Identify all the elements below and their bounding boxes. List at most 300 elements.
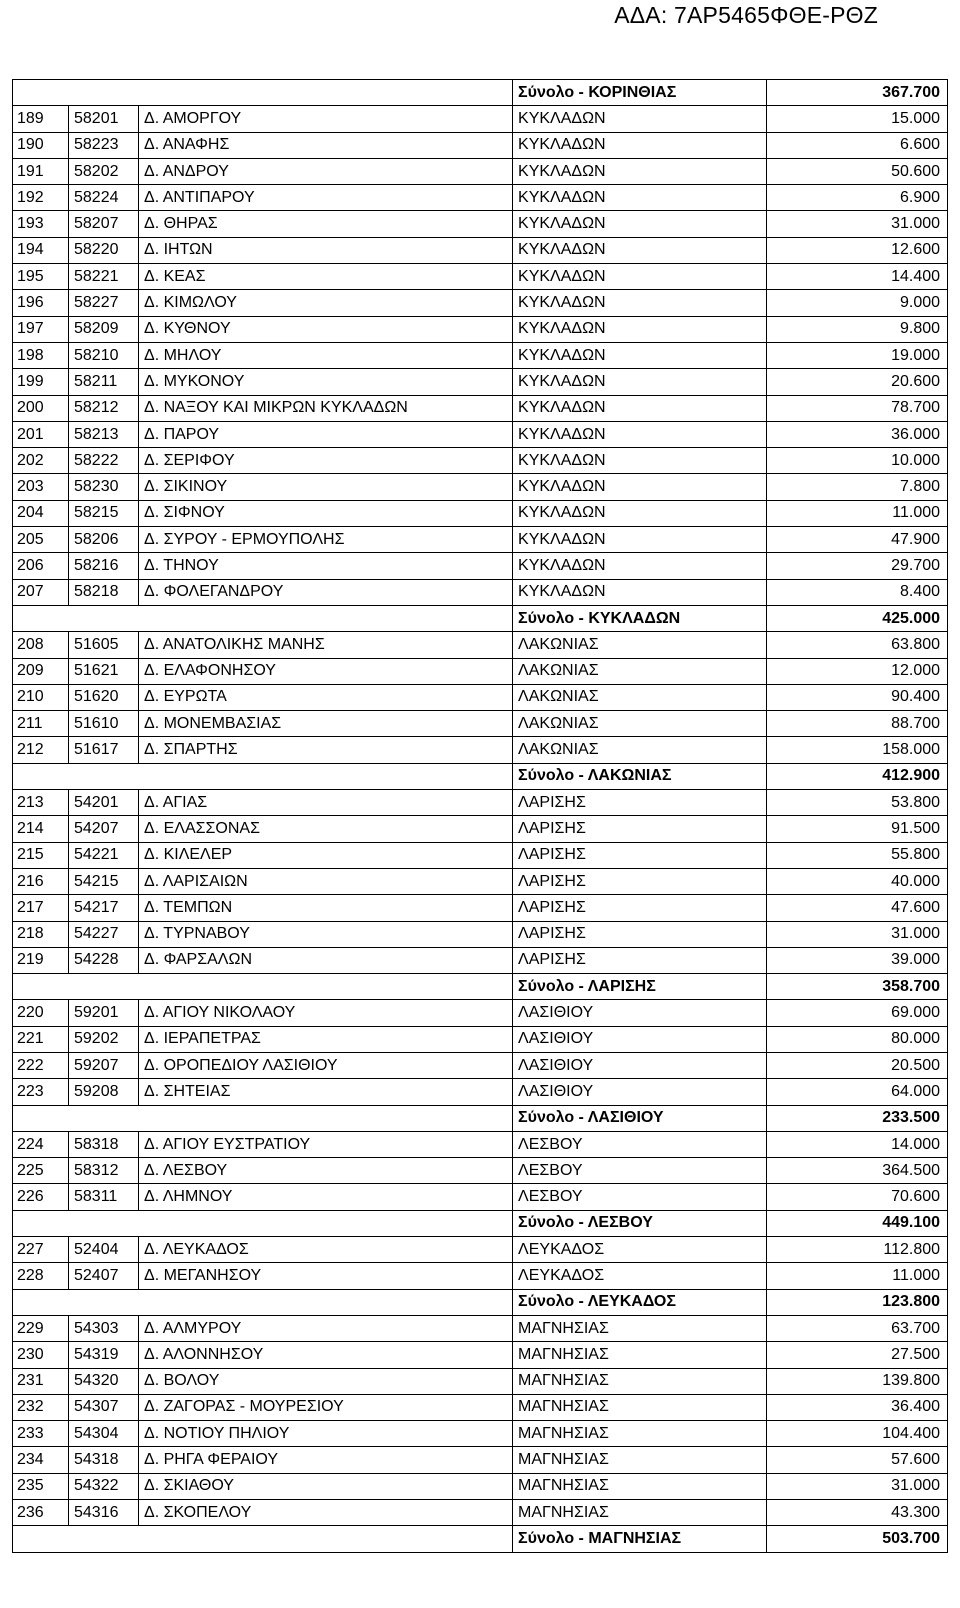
table-row <box>13 106 948 132</box>
municipality-code-cell: 58211 <box>69 369 139 395</box>
prefecture-cell: ΛΑΚΩΝΙΑΣ <box>513 737 767 763</box>
municipality-code-cell: 58206 <box>69 527 139 553</box>
municipality-name-cell: Δ. ΑΛΜΥΡΟΥ <box>139 1315 513 1341</box>
municipality-code-cell: 51610 <box>69 711 139 737</box>
subtotal-label: Σύνολο - ΛΑΣΙΘΙΟΥ <box>513 1105 767 1131</box>
row-number-cell: 201 <box>13 421 69 447</box>
municipality-name-cell: Δ. ΜΗΛΟΥ <box>139 342 513 368</box>
prefecture-cell: ΚΥΚΛΑΔΩΝ <box>513 290 767 316</box>
municipality-name-cell: Δ. ΕΛΑΦΟΝΗΣΟΥ <box>139 658 513 684</box>
municipality-name-cell: Δ. ΛΕΣΒΟΥ <box>139 1158 513 1184</box>
prefecture-cell: ΛΑΡΙΣΗΣ <box>513 868 767 894</box>
table-row <box>13 158 948 184</box>
municipality-code-cell: 54201 <box>69 790 139 816</box>
municipality-name-cell: Δ. ΑΝΑΦΗΣ <box>139 132 513 158</box>
amount-cell: 47.600 <box>767 895 948 921</box>
amount-cell: 31.000 <box>767 211 948 237</box>
table-row <box>13 1052 948 1078</box>
table-row <box>13 1421 948 1447</box>
row-number-cell: 203 <box>13 474 69 500</box>
municipality-name-cell: Δ. ΜΕΓΑΝΗΣΟΥ <box>139 1263 513 1289</box>
table-row <box>13 421 948 447</box>
municipality-name-cell: Δ. ΚΙΛΕΛΕΡ <box>139 842 513 868</box>
row-number-cell: 221 <box>13 1026 69 1052</box>
amount-cell: 104.400 <box>767 1421 948 1447</box>
table-row <box>13 632 948 658</box>
table-row <box>13 1263 948 1289</box>
municipality-name-cell: Δ. ΑΝΔΡΟΥ <box>139 158 513 184</box>
amount-cell: 14.400 <box>767 264 948 290</box>
amount-cell: 64.000 <box>767 1079 948 1105</box>
row-number-cell: 207 <box>13 579 69 605</box>
amount-cell: 11.000 <box>767 1263 948 1289</box>
table-row <box>13 947 948 973</box>
row-number-cell: 208 <box>13 632 69 658</box>
prefecture-cell: ΜΑΓΝΗΣΙΑΣ <box>513 1394 767 1420</box>
amount-cell: 55.800 <box>767 842 948 868</box>
municipality-code-cell: 58318 <box>69 1131 139 1157</box>
municipality-name-cell: Δ. ΤΕΜΠΩΝ <box>139 895 513 921</box>
table-row <box>13 1473 948 1499</box>
prefecture-cell: ΚΥΚΛΑΔΩΝ <box>513 185 767 211</box>
municipality-name-cell: Δ. ΣΚΙΑΘΟΥ <box>139 1473 513 1499</box>
amount-cell: 31.000 <box>767 921 948 947</box>
prefecture-cell: ΚΥΚΛΑΔΩΝ <box>513 553 767 579</box>
prefecture-cell: ΛΑΣΙΘΙΟΥ <box>513 1000 767 1026</box>
table-row <box>13 237 948 263</box>
row-number-cell: 191 <box>13 158 69 184</box>
amount-cell: 63.800 <box>767 632 948 658</box>
subtotal-blank-cell <box>13 605 513 631</box>
prefecture-cell: ΛΑΣΙΘΙΟΥ <box>513 1052 767 1078</box>
prefecture-cell: ΛΑΚΩΝΙΑΣ <box>513 658 767 684</box>
prefecture-cell: ΛΑΡΙΣΗΣ <box>513 816 767 842</box>
municipality-name-cell: Δ. ΛΑΡΙΣΑΙΩΝ <box>139 868 513 894</box>
row-number-cell: 210 <box>13 684 69 710</box>
prefecture-cell: ΜΑΓΝΗΣΙΑΣ <box>513 1315 767 1341</box>
subtotal-amount: 233.500 <box>767 1105 948 1131</box>
municipality-code-cell: 54318 <box>69 1447 139 1473</box>
municipality-code-cell: 54316 <box>69 1500 139 1526</box>
row-number-cell: 227 <box>13 1237 69 1263</box>
amount-cell: 53.800 <box>767 790 948 816</box>
table-row <box>13 211 948 237</box>
table-row <box>13 1315 948 1341</box>
table-row <box>13 579 948 605</box>
row-number-cell: 213 <box>13 790 69 816</box>
table-row <box>13 658 948 684</box>
amount-cell: 112.800 <box>767 1237 948 1263</box>
amount-cell: 9.800 <box>767 316 948 342</box>
prefecture-cell: ΚΥΚΛΑΔΩΝ <box>513 211 767 237</box>
prefecture-cell: ΚΥΚΛΑΔΩΝ <box>513 448 767 474</box>
table-row <box>13 1368 948 1394</box>
row-number-cell: 235 <box>13 1473 69 1499</box>
prefecture-cell: ΜΑΓΝΗΣΙΑΣ <box>513 1473 767 1499</box>
amount-cell: 91.500 <box>767 816 948 842</box>
municipality-code-cell: 59202 <box>69 1026 139 1052</box>
prefecture-cell: ΛΕΣΒΟΥ <box>513 1131 767 1157</box>
municipality-code-cell: 51605 <box>69 632 139 658</box>
subtotal-row <box>13 1210 948 1236</box>
municipality-code-cell: 54320 <box>69 1368 139 1394</box>
prefecture-cell: ΛΕΣΒΟΥ <box>513 1184 767 1210</box>
row-number-cell: 195 <box>13 264 69 290</box>
municipality-code-cell: 52404 <box>69 1237 139 1263</box>
row-number-cell: 218 <box>13 921 69 947</box>
amount-cell: 43.300 <box>767 1500 948 1526</box>
table-row <box>13 290 948 316</box>
municipality-name-cell: Δ. ΘΗΡΑΣ <box>139 211 513 237</box>
table-row <box>13 1447 948 1473</box>
municipality-code-cell: 58218 <box>69 579 139 605</box>
table-row <box>13 790 948 816</box>
municipality-code-cell: 54307 <box>69 1394 139 1420</box>
table-row <box>13 185 948 211</box>
municipality-code-cell: 58312 <box>69 1158 139 1184</box>
subtotal-amount: 449.100 <box>767 1210 948 1236</box>
row-number-cell: 217 <box>13 895 69 921</box>
row-number-cell: 199 <box>13 369 69 395</box>
amount-cell: 27.500 <box>767 1342 948 1368</box>
subtotal-blank-cell <box>13 763 513 789</box>
subtotal-amount: 425.000 <box>767 605 948 631</box>
table-row <box>13 1026 948 1052</box>
municipality-code-cell: 54303 <box>69 1315 139 1341</box>
row-number-cell: 236 <box>13 1500 69 1526</box>
amount-cell: 50.600 <box>767 158 948 184</box>
row-number-cell: 197 <box>13 316 69 342</box>
amount-cell: 11.000 <box>767 500 948 526</box>
table-row <box>13 448 948 474</box>
amount-cell: 19.000 <box>767 342 948 368</box>
amount-cell: 29.700 <box>767 553 948 579</box>
municipality-code-cell: 58223 <box>69 132 139 158</box>
row-number-cell: 214 <box>13 816 69 842</box>
row-number-cell: 209 <box>13 658 69 684</box>
subtotal-blank-cell <box>13 80 513 106</box>
subtotal-row <box>13 1526 948 1552</box>
table-row <box>13 1394 948 1420</box>
municipality-code-cell: 58202 <box>69 158 139 184</box>
subtotal-amount: 358.700 <box>767 974 948 1000</box>
prefecture-cell: ΚΥΚΛΑΔΩΝ <box>513 106 767 132</box>
amount-cell: 20.500 <box>767 1052 948 1078</box>
table-row <box>13 264 948 290</box>
table-row <box>13 1342 948 1368</box>
municipality-code-cell: 54304 <box>69 1421 139 1447</box>
amount-cell: 139.800 <box>767 1368 948 1394</box>
municipality-code-cell: 54228 <box>69 947 139 973</box>
municipality-name-cell: Δ. ΣΠΑΡΤΗΣ <box>139 737 513 763</box>
municipality-name-cell: Δ. ΑΓΙΟΥ ΕΥΣΤΡΑΤΙΟΥ <box>139 1131 513 1157</box>
table-row <box>13 1500 948 1526</box>
table-row <box>13 1131 948 1157</box>
prefecture-cell: ΛΕΥΚΑΔΟΣ <box>513 1237 767 1263</box>
subtotal-label: Σύνολο - ΚΟΡΙΝΘΙΑΣ <box>513 80 767 106</box>
subtotal-amount: 412.900 <box>767 763 948 789</box>
prefecture-cell: ΛΑΡΙΣΗΣ <box>513 895 767 921</box>
municipality-name-cell: Δ. ΣΥΡΟΥ - ΕΡΜΟΥΠΟΛΗΣ <box>139 527 513 553</box>
table-row <box>13 553 948 579</box>
municipality-code-cell: 59201 <box>69 1000 139 1026</box>
prefecture-cell: ΚΥΚΛΑΔΩΝ <box>513 237 767 263</box>
prefecture-cell: ΛΑΚΩΝΙΑΣ <box>513 684 767 710</box>
prefecture-cell: ΜΑΓΝΗΣΙΑΣ <box>513 1368 767 1394</box>
row-number-cell: 220 <box>13 1000 69 1026</box>
municipality-code-cell: 52407 <box>69 1263 139 1289</box>
table-row <box>13 842 948 868</box>
amount-cell: 69.000 <box>767 1000 948 1026</box>
prefecture-cell: ΚΥΚΛΑΔΩΝ <box>513 527 767 553</box>
municipality-name-cell: Δ. ΑΝΤΙΠΑΡΟΥ <box>139 185 513 211</box>
municipality-code-cell: 58221 <box>69 264 139 290</box>
municipality-code-cell: 59208 <box>69 1079 139 1105</box>
municipality-code-cell: 58216 <box>69 553 139 579</box>
municipality-name-cell: Δ. ΜΟΝΕΜΒΑΣΙΑΣ <box>139 711 513 737</box>
amount-cell: 12.000 <box>767 658 948 684</box>
row-number-cell: 190 <box>13 132 69 158</box>
amount-cell: 36.000 <box>767 421 948 447</box>
prefecture-cell: ΛΑΡΙΣΗΣ <box>513 921 767 947</box>
prefecture-cell: ΚΥΚΛΑΔΩΝ <box>513 264 767 290</box>
municipality-code-cell: 54319 <box>69 1342 139 1368</box>
municipality-name-cell: Δ. ΤΗΝΟΥ <box>139 553 513 579</box>
prefecture-cell: ΚΥΚΛΑΔΩΝ <box>513 500 767 526</box>
table-row <box>13 132 948 158</box>
amount-cell: 57.600 <box>767 1447 948 1473</box>
amount-cell: 158.000 <box>767 737 948 763</box>
prefecture-cell: ΜΑΓΝΗΣΙΑΣ <box>513 1500 767 1526</box>
row-number-cell: 228 <box>13 1263 69 1289</box>
municipality-name-cell: Δ. ΕΛΑΣΣΟΝΑΣ <box>139 816 513 842</box>
municipality-name-cell: Δ. ΜΥΚΟΝΟΥ <box>139 369 513 395</box>
municipality-name-cell: Δ. ΦΟΛΕΓΑΝΔΡΟΥ <box>139 579 513 605</box>
municipality-name-cell: Δ. ΦΑΡΣΑΛΩΝ <box>139 947 513 973</box>
municipality-name-cell: Δ. ΑΝΑΤΟΛΙΚΗΣ ΜΑΝΗΣ <box>139 632 513 658</box>
amount-cell: 20.600 <box>767 369 948 395</box>
municipality-name-cell: Δ. ΚΕΑΣ <box>139 264 513 290</box>
row-number-cell: 224 <box>13 1131 69 1157</box>
municipality-name-cell: Δ. ΒΟΛΟΥ <box>139 1368 513 1394</box>
municipality-name-cell: Δ. ΣΙΦΝΟΥ <box>139 500 513 526</box>
row-number-cell: 233 <box>13 1421 69 1447</box>
amount-cell: 6.900 <box>767 185 948 211</box>
prefecture-cell: ΛΑΚΩΝΙΑΣ <box>513 711 767 737</box>
subtotal-row <box>13 974 948 1000</box>
municipality-name-cell: Δ. ΤΥΡΝΑΒΟΥ <box>139 921 513 947</box>
municipality-name-cell: Δ. ΚΥΘΝΟΥ <box>139 316 513 342</box>
municipality-name-cell: Δ. ΣΙΚΙΝΟΥ <box>139 474 513 500</box>
amount-cell: 40.000 <box>767 868 948 894</box>
subtotal-blank-cell <box>13 1526 513 1552</box>
municipality-name-cell: Δ. ΙΕΡΑΠΕΤΡΑΣ <box>139 1026 513 1052</box>
subtotal-label: Σύνολο - ΜΑΓΝΗΣΙΑΣ <box>513 1526 767 1552</box>
table-row <box>13 921 948 947</box>
prefecture-cell: ΛΕΥΚΑΔΟΣ <box>513 1263 767 1289</box>
table-row <box>13 1158 948 1184</box>
municipality-code-cell: 54227 <box>69 921 139 947</box>
amount-cell: 10.000 <box>767 448 948 474</box>
subtotal-label: Σύνολο - ΛΑΚΩΝΙΑΣ <box>513 763 767 789</box>
amount-cell: 8.400 <box>767 579 948 605</box>
municipality-code-cell: 54217 <box>69 895 139 921</box>
row-number-cell: 226 <box>13 1184 69 1210</box>
row-number-cell: 193 <box>13 211 69 237</box>
subtotal-label: Σύνολο - ΚΥΚΛΑΔΩΝ <box>513 605 767 631</box>
row-number-cell: 198 <box>13 342 69 368</box>
municipality-name-cell: Δ. ΖΑΓΟΡΑΣ - ΜΟΥΡΕΣΙΟΥ <box>139 1394 513 1420</box>
prefecture-cell: ΜΑΓΝΗΣΙΑΣ <box>513 1342 767 1368</box>
subtotal-amount: 367.700 <box>767 80 948 106</box>
row-number-cell: 205 <box>13 527 69 553</box>
municipality-name-cell: Δ. ΑΓΙΑΣ <box>139 790 513 816</box>
amount-cell: 36.400 <box>767 1394 948 1420</box>
municipality-code-cell: 58201 <box>69 106 139 132</box>
row-number-cell: 230 <box>13 1342 69 1368</box>
table-row <box>13 1237 948 1263</box>
prefecture-cell: ΚΥΚΛΑΔΩΝ <box>513 132 767 158</box>
allocation-table <box>12 79 948 1553</box>
amount-cell: 39.000 <box>767 947 948 973</box>
row-number-cell: 229 <box>13 1315 69 1341</box>
municipality-name-cell: Δ. ΚΙΜΩΛΟΥ <box>139 290 513 316</box>
table-row <box>13 711 948 737</box>
table-row <box>13 316 948 342</box>
row-number-cell: 192 <box>13 185 69 211</box>
ada-identifier: ΑΔΑ: 7ΑΡ5465ΦΘΕ-ΡΘΖ <box>614 2 878 28</box>
municipality-name-cell: Δ. ΣΗΤΕΙΑΣ <box>139 1079 513 1105</box>
subtotal-row <box>13 1105 948 1131</box>
row-number-cell: 219 <box>13 947 69 973</box>
subtotal-blank-cell <box>13 974 513 1000</box>
municipality-code-cell: 58222 <box>69 448 139 474</box>
row-number-cell: 212 <box>13 737 69 763</box>
municipality-code-cell: 54207 <box>69 816 139 842</box>
amount-cell: 88.700 <box>767 711 948 737</box>
subtotal-row <box>13 1289 948 1315</box>
municipality-name-cell: Δ. ΣΕΡΙΦΟΥ <box>139 448 513 474</box>
municipality-code-cell: 51621 <box>69 658 139 684</box>
table-row <box>13 527 948 553</box>
prefecture-cell: ΚΥΚΛΑΔΩΝ <box>513 421 767 447</box>
municipality-code-cell: 54215 <box>69 868 139 894</box>
allocation-table-body <box>13 80 948 1553</box>
municipality-code-cell: 51617 <box>69 737 139 763</box>
row-number-cell: 222 <box>13 1052 69 1078</box>
amount-cell: 15.000 <box>767 106 948 132</box>
municipality-code-cell: 58311 <box>69 1184 139 1210</box>
prefecture-cell: ΛΑΡΙΣΗΣ <box>513 842 767 868</box>
table-row <box>13 474 948 500</box>
table-row <box>13 500 948 526</box>
municipality-code-cell: 59207 <box>69 1052 139 1078</box>
municipality-code-cell: 58207 <box>69 211 139 237</box>
row-number-cell: 206 <box>13 553 69 579</box>
subtotal-row <box>13 80 948 106</box>
table-row <box>13 895 948 921</box>
prefecture-cell: ΛΑΚΩΝΙΑΣ <box>513 632 767 658</box>
prefecture-cell: ΛΑΣΙΘΙΟΥ <box>513 1026 767 1052</box>
municipality-code-cell: 58210 <box>69 342 139 368</box>
subtotal-row <box>13 763 948 789</box>
municipality-code-cell: 54221 <box>69 842 139 868</box>
prefecture-cell: ΚΥΚΛΑΔΩΝ <box>513 342 767 368</box>
municipality-code-cell: 58220 <box>69 237 139 263</box>
row-number-cell: 215 <box>13 842 69 868</box>
table-row <box>13 342 948 368</box>
municipality-code-cell: 51620 <box>69 684 139 710</box>
municipality-name-cell: Δ. ΛΗΜΝΟΥ <box>139 1184 513 1210</box>
prefecture-cell: ΛΑΣΙΘΙΟΥ <box>513 1079 767 1105</box>
municipality-name-cell: Δ. ΕΥΡΩΤΑ <box>139 684 513 710</box>
row-number-cell: 223 <box>13 1079 69 1105</box>
municipality-name-cell: Δ. ΣΚΟΠΕΛΟΥ <box>139 1500 513 1526</box>
row-number-cell: 200 <box>13 395 69 421</box>
municipality-code-cell: 58215 <box>69 500 139 526</box>
amount-cell: 31.000 <box>767 1473 948 1499</box>
prefecture-cell: ΚΥΚΛΑΔΩΝ <box>513 474 767 500</box>
row-number-cell: 189 <box>13 106 69 132</box>
prefecture-cell: ΛΑΡΙΣΗΣ <box>513 947 767 973</box>
municipality-code-cell: 58230 <box>69 474 139 500</box>
municipality-code-cell: 58224 <box>69 185 139 211</box>
subtotal-blank-cell <box>13 1105 513 1131</box>
municipality-code-cell: 58209 <box>69 316 139 342</box>
municipality-name-cell: Δ. ΠΑΡΟΥ <box>139 421 513 447</box>
subtotal-blank-cell <box>13 1210 513 1236</box>
municipality-name-cell: Δ. ΑΛΟΝΝΗΣΟΥ <box>139 1342 513 1368</box>
amount-cell: 78.700 <box>767 395 948 421</box>
municipality-code-cell: 58227 <box>69 290 139 316</box>
municipality-name-cell: Δ. ΝΟΤΙΟΥ ΠΗΛΙΟΥ <box>139 1421 513 1447</box>
row-number-cell: 216 <box>13 868 69 894</box>
amount-cell: 6.600 <box>767 132 948 158</box>
municipality-code-cell: 54322 <box>69 1473 139 1499</box>
table-row <box>13 1079 948 1105</box>
amount-cell: 7.800 <box>767 474 948 500</box>
amount-cell: 70.600 <box>767 1184 948 1210</box>
row-number-cell: 225 <box>13 1158 69 1184</box>
row-number-cell: 204 <box>13 500 69 526</box>
prefecture-cell: ΛΑΡΙΣΗΣ <box>513 790 767 816</box>
subtotal-blank-cell <box>13 1289 513 1315</box>
prefecture-cell: ΜΑΓΝΗΣΙΑΣ <box>513 1447 767 1473</box>
municipality-name-cell: Δ. ΑΓΙΟΥ ΝΙΚΟΛΑΟΥ <box>139 1000 513 1026</box>
subtotal-label: Σύνολο - ΛΕΥΚΑΔΟΣ <box>513 1289 767 1315</box>
subtotal-label: Σύνολο - ΛΕΣΒΟΥ <box>513 1210 767 1236</box>
municipality-name-cell: Δ. ΟΡΟΠΕΔΙΟΥ ΛΑΣΙΘΙΟΥ <box>139 1052 513 1078</box>
amount-cell: 12.600 <box>767 237 948 263</box>
municipality-code-cell: 58213 <box>69 421 139 447</box>
prefecture-cell: ΚΥΚΛΑΔΩΝ <box>513 369 767 395</box>
subtotal-amount: 123.800 <box>767 1289 948 1315</box>
table-row <box>13 369 948 395</box>
amount-cell: 47.900 <box>767 527 948 553</box>
prefecture-cell: ΚΥΚΛΑΔΩΝ <box>513 158 767 184</box>
municipality-name-cell: Δ. ΑΜΟΡΓΟΥ <box>139 106 513 132</box>
amount-cell: 80.000 <box>767 1026 948 1052</box>
amount-cell: 14.000 <box>767 1131 948 1157</box>
prefecture-cell: ΚΥΚΛΑΔΩΝ <box>513 395 767 421</box>
table-row <box>13 1000 948 1026</box>
municipality-code-cell: 58212 <box>69 395 139 421</box>
table-row <box>13 816 948 842</box>
row-number-cell: 234 <box>13 1447 69 1473</box>
table-row <box>13 737 948 763</box>
subtotal-amount: 503.700 <box>767 1526 948 1552</box>
municipality-name-cell: Δ. ΛΕΥΚΑΔΟΣ <box>139 1237 513 1263</box>
